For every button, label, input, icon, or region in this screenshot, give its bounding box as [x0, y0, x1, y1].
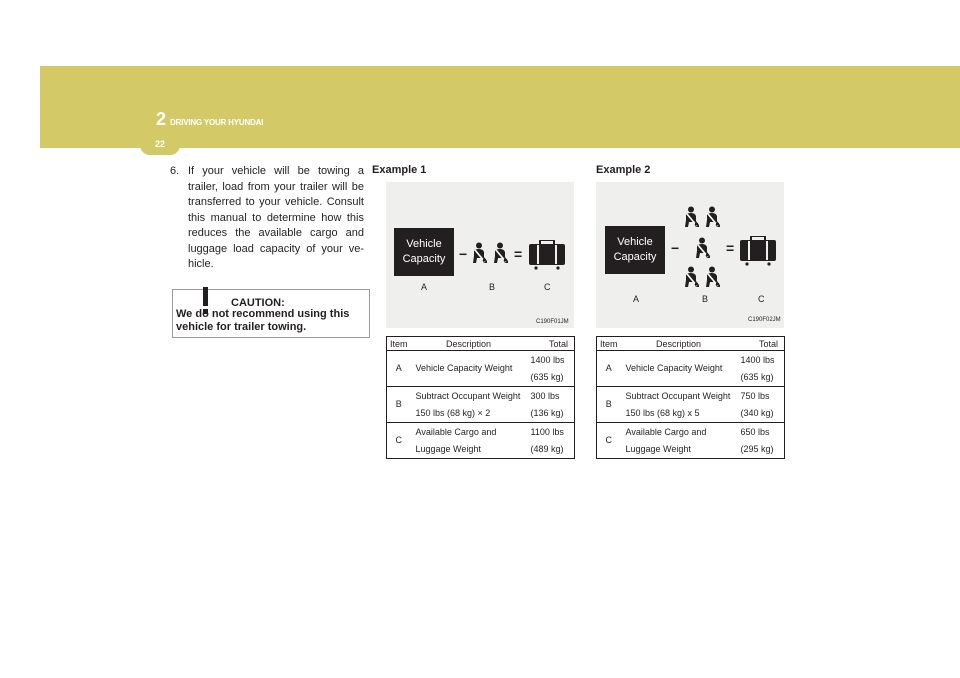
label-b: B — [702, 294, 709, 304]
row-description — [621, 387, 737, 423]
vehicle-capacity-box — [394, 228, 454, 276]
example-1-figure — [386, 182, 574, 328]
seatbelt-occupant-icon — [683, 206, 701, 228]
header-item: Item — [387, 337, 411, 351]
caution-box — [172, 289, 370, 338]
total-line: (136 kg) — [530, 407, 564, 418]
row-item: C — [597, 423, 621, 459]
example-2-figure — [596, 182, 784, 328]
label-b: B — [489, 282, 496, 292]
vehicle-capacity-line2: Capacity — [613, 251, 657, 263]
example-2-title: Example 2 — [596, 164, 651, 176]
row-item: A — [597, 351, 621, 387]
row-item: C — [387, 423, 411, 459]
example-1-table — [386, 336, 575, 459]
table-row — [387, 351, 575, 387]
table-row — [597, 423, 785, 459]
description-line: Vehicle Capacity Weight — [415, 363, 513, 373]
equals-sign: = — [514, 246, 523, 262]
label-a: A — [421, 282, 428, 292]
description-line: 150 lbs (68 kg) x 5 — [625, 407, 700, 418]
description-line: Vehicle Capacity Weight — [625, 363, 723, 373]
luggage-icon — [740, 236, 776, 266]
chapter-title: DRIVING YOUR HYUNDAI — [170, 118, 264, 127]
seatbelt-occupant-icon — [704, 206, 722, 228]
example-1-title: Example 1 — [372, 164, 427, 176]
header-item: Item — [597, 337, 621, 351]
total-line: (489 kg) — [530, 443, 564, 454]
seatbelt-occupant-icon — [694, 237, 712, 259]
example-2-table — [596, 336, 785, 459]
description-line: Luggage Weight — [415, 443, 481, 454]
chapter-number: 2 — [156, 109, 167, 129]
seatbelt-occupant-icon — [704, 266, 722, 288]
table-row — [597, 387, 785, 423]
luggage-icon — [529, 240, 565, 270]
description-line: 150 lbs (68 kg) × 2 — [415, 407, 491, 418]
total-line: 1400 lbs — [740, 354, 775, 365]
table-row — [597, 351, 785, 387]
row-total — [737, 423, 785, 459]
figure-code: C190F02JM — [748, 317, 781, 323]
table-row — [387, 423, 575, 459]
chapter-heading — [156, 111, 263, 127]
description-line: Available Cargo and — [415, 426, 497, 437]
caution-title: CAUTION: — [231, 297, 285, 309]
vehicle-capacity-box — [605, 226, 665, 274]
row-total — [527, 387, 575, 423]
label-a: A — [633, 294, 640, 304]
seatbelt-occupant-icon — [471, 242, 489, 264]
header-band — [40, 66, 960, 148]
total-line: 1100 lbs — [530, 426, 564, 437]
seatbelt-occupant-icon — [492, 242, 510, 264]
minus-sign: − — [459, 246, 468, 262]
description-line: Subtract Occupant Weight — [415, 390, 521, 401]
total-line: (635 kg) — [530, 371, 564, 382]
total-line: (340 kg) — [740, 407, 774, 418]
total-line: 650 lbs — [740, 426, 770, 437]
label-c: C — [758, 294, 765, 304]
row-item: B — [387, 387, 411, 423]
page-number: 22 — [154, 139, 165, 149]
seatbelt-occupant-icon — [683, 266, 701, 288]
equals-sign: = — [726, 240, 735, 256]
row-description — [411, 423, 527, 459]
step-paragraph — [170, 164, 364, 273]
vehicle-capacity-line1: Vehicle — [617, 236, 653, 248]
header-total: Total — [527, 337, 575, 351]
row-total — [737, 387, 785, 423]
row-total — [527, 423, 575, 459]
vehicle-capacity-line2: Capacity — [402, 253, 446, 265]
caution-body: We do not recommend using this vehicle for trailer towing. — [176, 308, 350, 333]
row-item: A — [387, 351, 411, 387]
table-row — [387, 387, 575, 423]
total-line: 750 lbs — [740, 390, 770, 401]
row-item: B — [597, 387, 621, 423]
row-description — [621, 423, 737, 459]
minus-sign: − — [671, 240, 680, 256]
row-description — [411, 351, 527, 387]
header-description: Description — [411, 337, 527, 351]
step-body: If your vehicle will be towing a trailer, load from your trailer will be transferred to your vehicle. Consult this manual to determine how this reduces the available cargo and luggage load capacity of your ve-hicle. — [188, 165, 364, 270]
row-total — [527, 351, 575, 387]
description-line: Luggage Weight — [625, 443, 691, 454]
row-description — [411, 387, 527, 423]
header-description: Description — [621, 337, 737, 351]
total-line: 300 lbs — [530, 390, 560, 401]
total-line: (635 kg) — [740, 371, 774, 382]
row-description — [621, 351, 737, 387]
vehicle-capacity-line1: Vehicle — [406, 238, 442, 250]
label-c: C — [544, 282, 551, 292]
total-line: (295 kg) — [740, 443, 774, 454]
step-number: 6. — [170, 165, 180, 177]
header-total: Total — [737, 337, 785, 351]
description-line: Available Cargo and — [625, 426, 707, 437]
description-line: Subtract Occupant Weight — [625, 390, 731, 401]
figure-code: C190F01JM — [536, 319, 569, 325]
total-line: 1400 lbs — [530, 354, 565, 365]
row-total — [737, 351, 785, 387]
